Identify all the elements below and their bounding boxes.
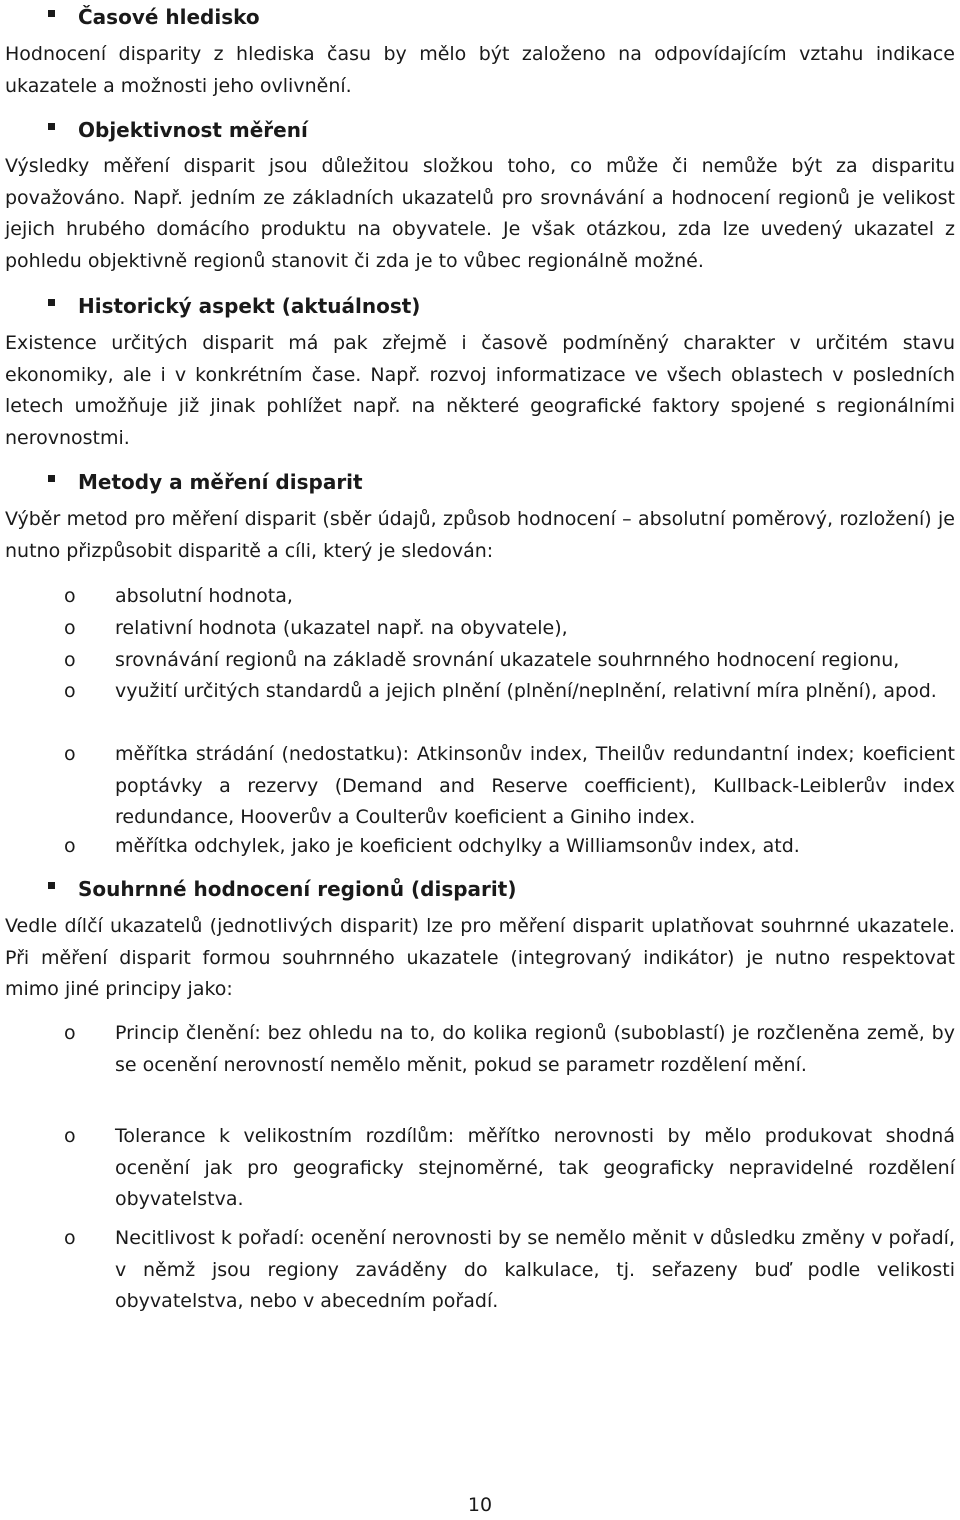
list-marker: o — [64, 680, 76, 702]
square-bullet-icon — [48, 10, 55, 17]
section-heading-souhrnne-hodnoceni — [0, 873, 960, 905]
list-marker: o — [64, 585, 76, 607]
heading-text: Časové hledisko — [78, 5, 260, 29]
square-bullet-icon — [48, 123, 55, 130]
page-number: 10 — [467, 1494, 493, 1516]
square-bullet-icon — [48, 299, 55, 306]
list-marker: o — [64, 1022, 76, 1044]
section-heading-objektivnost-mereni — [0, 114, 960, 146]
heading-text: Metody a měření disparit — [78, 470, 363, 494]
list-item-text: Necitlivost k pořadí: ocenění nerovnosti by se nemělo měnit v důsledku změny v pořadí, v němž jsou regiony zaváděny do kalkulace, tj. seřazeny buď podle velikosti obyvatelstva, nebo v abecedním pořadí. — [115, 1227, 955, 1312]
list-item-text: absolutní hodnota, — [115, 585, 293, 607]
heading-text: Souhrnné hodnocení regionů (disparit) — [78, 877, 517, 901]
list-marker: o — [64, 1227, 76, 1249]
heading-text: Objektivnost měření — [78, 118, 308, 142]
list-marker: o — [64, 1125, 76, 1147]
list-marker: o — [64, 617, 76, 639]
list-item-text: Princip členění: bez ohledu na to, do kolika regionů (suboblastí) je rozčleněna země, by se ocenění nerovností nemělo měnit, pokud se parametr rozdělení mění. — [115, 1022, 955, 1076]
paragraph-objektivnost-mereni: Výsledky měření disparit jsou důležitou složkou toho, co může či nemůže být za disparitu považováno. Např. jedním ze základních ukazatelů pro srovnávání a hodnocení regionů je velikost jejich hrubého domácího produktu na obyvatele. Je však otázkou, zda lze uvedený ukazatel z pohledu objektivně regionů stanovit či zda je to vůbec regionálně možné. — [5, 155, 955, 272]
list-item-text: relativní hodnota (ukazatel např. na obyvatele), — [115, 617, 568, 639]
list-item-text: měřítka odchylek, jako je koeficient odchylky a Williamsonův index, atd. — [115, 835, 800, 857]
square-bullet-icon — [48, 475, 55, 482]
section-heading-historicky-aspekt — [0, 290, 960, 322]
paragraph-souhrnne-hodnoceni: Vedle dílčí ukazatelů (jednotlivých disparit) lze pro měření disparit uplatňovat souhrnné ukazatele. Při měření disparit formou souhrnného ukazatele (integrovaný indikátor) je nutno respektovat mimo jiné principy jako: — [5, 915, 955, 1000]
paragraph-casove-hledisko: Hodnocení disparity z hlediska času by mělo být založeno na odpovídajícím vztahu indikace ukazatele a možnosti jeho ovlivnění. — [5, 43, 955, 97]
section-heading-casove-hledisko — [0, 1, 960, 33]
paragraph-historicky-aspekt: Existence určitých disparit má pak zřejmě i časově podmíněný charakter v určitém stavu ekonomiky, ale i v konkrétním čase. Např. rozvoj informatizace ve všech oblastech v posledních letech umožňuje již jinak pohlížet např. na některé geografické faktory spojené s regionálními nerovnostmi. — [5, 332, 955, 449]
paragraph-metody-a-mereni: Výběr metod pro měření disparit (sběr údajů, způsob hodnocení – absolutní poměrový, rozložení) je nutno přizpůsobit disparitě a cíli, který je sledován: — [5, 508, 955, 562]
square-bullet-icon — [48, 882, 55, 889]
list-item-text: měřítka strádání (nedostatku): Atkinsonův index, Theilův redundantní index; koeficient poptávky a rezervy (Demand and Reserve coefficient), Kullback-Leiblerův index redundance, Hooverův a Coulterův koeficient a Giniho index. — [115, 743, 955, 828]
list-marker: o — [64, 835, 76, 857]
section-heading-metody-a-mereni — [0, 466, 960, 498]
list-marker: o — [64, 743, 76, 765]
list-item-text: Tolerance k velikostním rozdílům: měřítko nerovnosti by mělo produkovat shodná ocenění jak pro geograficky stejnoměrné, tak geograficky nepravidelné rozdělení obyvatelstva. — [115, 1125, 955, 1210]
list-marker: o — [64, 649, 76, 671]
list-item-text: srovnávání regionů na základě srovnání ukazatele souhrnného hodnocení regionu, — [115, 649, 900, 671]
list-item-text: využití určitých standardů a jejich plnění (plnění/neplnění, relativní míra plnění), apod. — [115, 680, 937, 702]
heading-text: Historický aspekt (aktuálnost) — [78, 294, 421, 318]
